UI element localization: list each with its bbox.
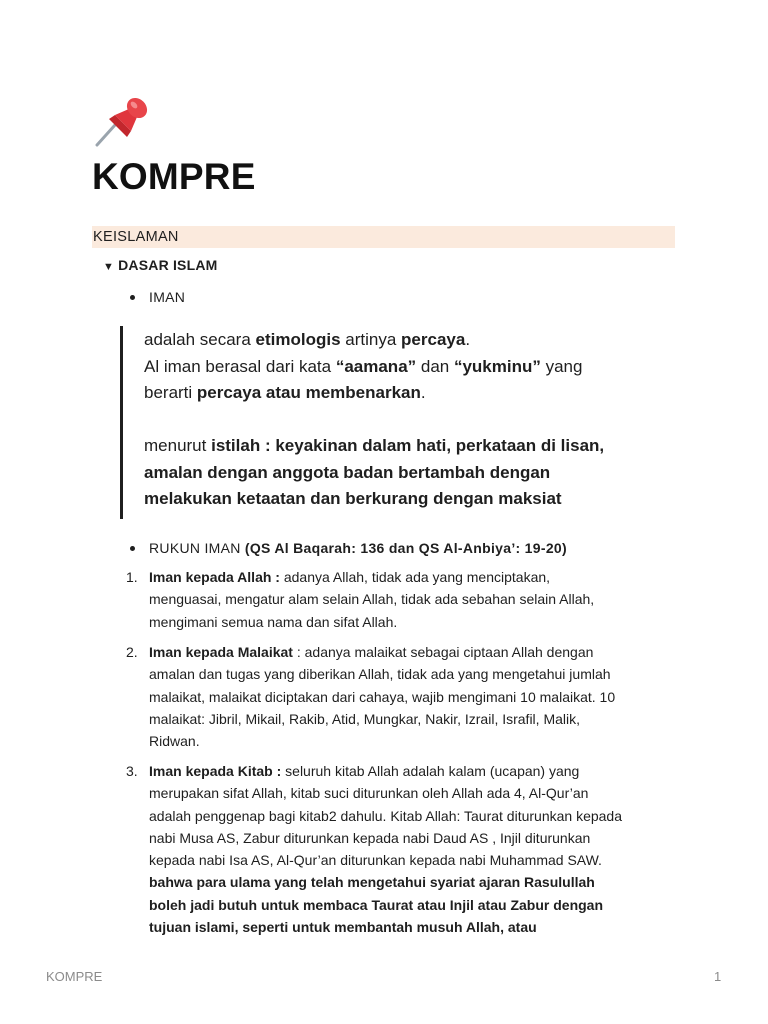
list-item-text: : adanya malaikat sebagai ciptaan Allah dengan [292, 644, 594, 660]
quote-bold: percaya atau membenarkan [196, 383, 421, 402]
toggle-dasar-islam[interactable] [103, 257, 218, 273]
list-item-text: adanya Allah, tidak ada yang menciptakan, [279, 569, 551, 585]
bullet-text: IMAN [149, 289, 186, 305]
quote-text: . [420, 383, 426, 402]
list-number: 2. [126, 644, 138, 660]
list-item-text: malaikat, malaikat diciptakan dari cahaya, wajib mengimani 10 malaikat. 10 [149, 688, 616, 705]
quote-bold: percaya [401, 330, 466, 349]
quote-text: dan [416, 356, 454, 376]
list-item-text: malaikat: Jibril, Mikail, Rakib, Atid, Mungkar, Nakir, Izrail, Israfil, Malik, [149, 710, 581, 727]
quote-bold: “aamana” [335, 356, 417, 376]
bullet-dot-icon [130, 295, 135, 300]
list-number: 3. [126, 763, 138, 779]
list-item-text: menguasai, mengatur alam selain Allah, tidak ada sebahan selain Allah, [149, 591, 595, 608]
bullet-rukun-iman [130, 540, 567, 556]
quote-bold: etimologis [255, 330, 341, 349]
page-title: KOMPRE [92, 156, 256, 197]
quote-bold: “yukminu” [453, 356, 541, 376]
bullet-iman [130, 289, 186, 305]
list-item-title: Iman kepada Allah : [149, 569, 280, 585]
triangle-down-icon[interactable]: ▼ [103, 261, 115, 273]
list-item-title: Iman kepada Malaikat [149, 644, 293, 660]
list-item-text: amalan dan tugas yang diberikan Allah, tidak ada yang mengetahui jumlah [149, 666, 611, 683]
quote-text: berarti [144, 383, 197, 402]
list-item-bold-text: tujuan islami, seperti untuk membantah musuh Allah, atau [149, 919, 537, 936]
page-number: 1 [714, 969, 722, 984]
list-item-text: adalah penggenap bagi kitab2 dahulu. Kitab Allah: Taurat diturunkan kepada [149, 807, 623, 824]
bullet-dot-icon [130, 546, 135, 551]
list-item-text: seluruh kitab Allah adalah kalam (ucapan) yang [281, 763, 580, 779]
list-item-text: Ridwan. [149, 733, 200, 750]
list-item-text: kepada nabi Isa AS, Al-Qur’an diturunkan kepada nabi Muhammad SAW. [149, 852, 602, 869]
quote-text: Al iman berasal dari kata [144, 356, 336, 376]
footer-title: KOMPRE [46, 969, 103, 984]
toggle-label: DASAR ISLAM [118, 257, 218, 273]
list-number: 1. [126, 569, 138, 585]
quote-text: . [465, 330, 471, 349]
list-item [126, 760, 681, 938]
quote-text: artinya [340, 330, 402, 349]
bullet-text: RUKUN IMAN (QS Al Baqarah: 136 dan QS Al-Anbiya’: 19-20) [149, 540, 567, 556]
list-item-text: nabi Musa AS, Zabur diturunkan kepada nabi Daud AS , Injil diturunkan [149, 829, 591, 846]
list-item-text: mengimani semua nama dan sifat Allah. [149, 613, 398, 630]
quote-block [120, 326, 680, 519]
quote-text: menurut [144, 436, 212, 455]
list-item [126, 566, 681, 633]
list-item-text: merupakan sifat Allah, kitab suci diturunkan oleh Allah ada 4, Al-Qur’an [149, 785, 589, 802]
pushpin-icon [93, 95, 151, 147]
quote-bold: amalan dengan anggota badan bertambah dengan [144, 462, 551, 482]
quote-text: yang [540, 356, 583, 376]
quote-text: adalah secara [144, 330, 256, 349]
section-heading-keislaman: KEISLAMAN [92, 226, 675, 248]
list-item [126, 641, 681, 752]
list-item-title: Iman kepada Kitab : [149, 763, 282, 779]
list-item-bold-text: bahwa para ulama yang telah mengetahui syariat ajaran Rasulullah [149, 874, 595, 891]
quote-bold: melakukan ketaatan dan berkurang dengan maksiat [144, 489, 562, 508]
quote-bold: istilah : keyakinan dalam hati, perkataan di lisan, [211, 436, 605, 455]
list-item-bold-text: boleh jadi butuh untuk membaca Taurat atau Injil atau Zabur dengan [149, 896, 604, 913]
